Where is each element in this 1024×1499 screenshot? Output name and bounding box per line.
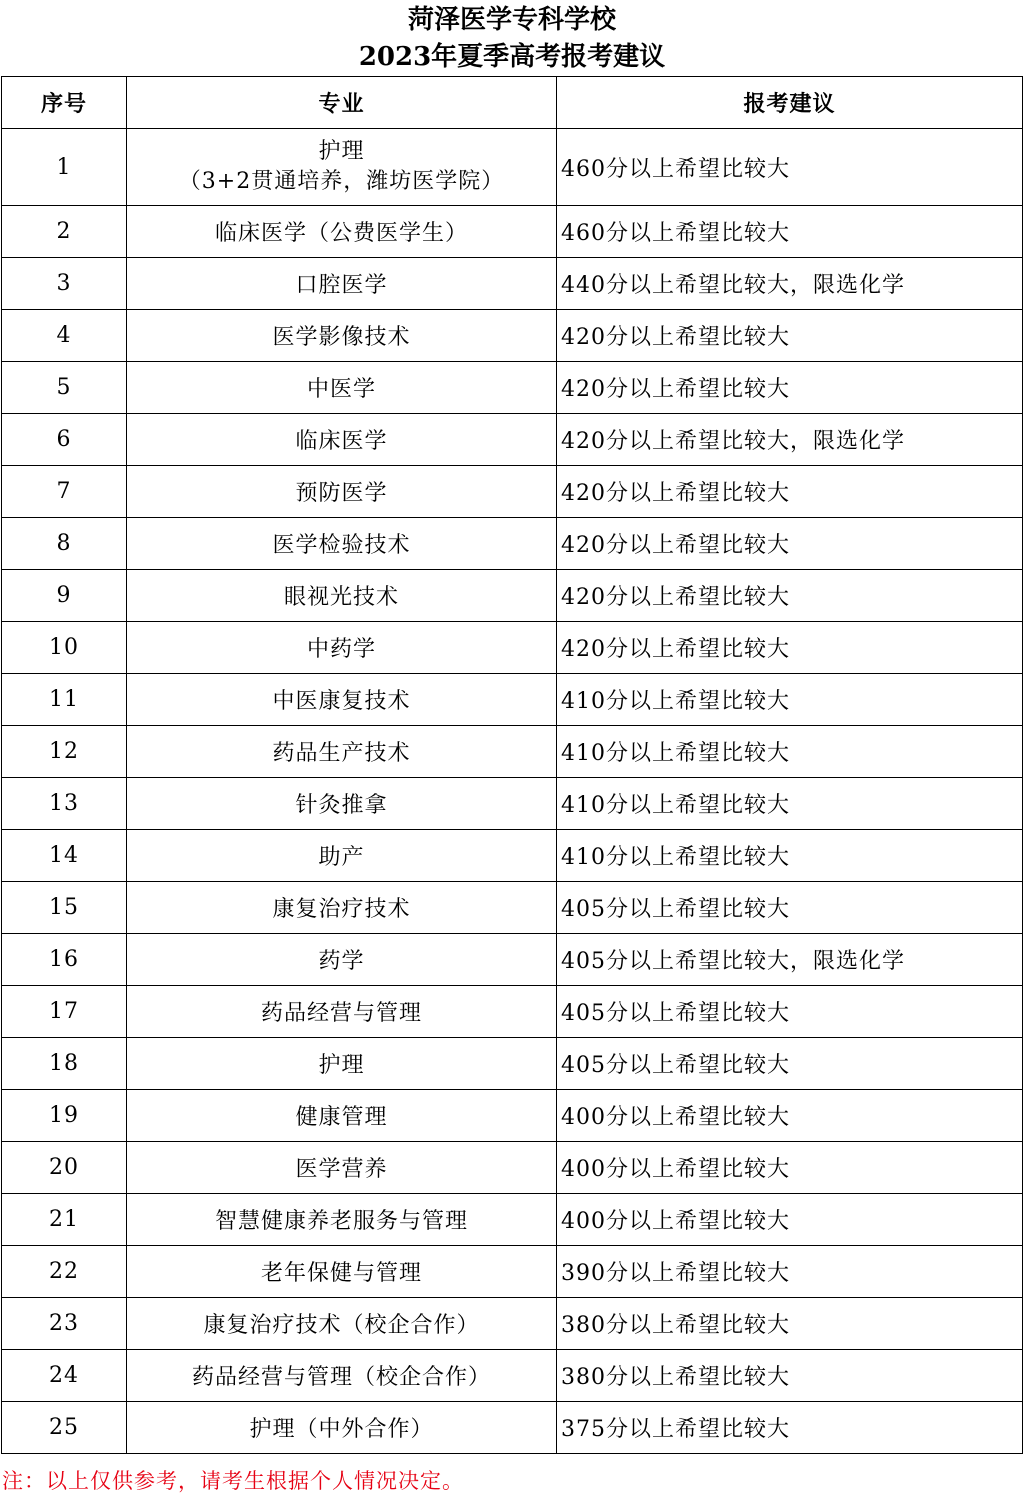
row-major: 眼视光技术 (127, 570, 557, 622)
row-index: 9 (2, 570, 127, 622)
row-major: 药品经营与管理 (127, 986, 557, 1038)
row-advice: 405分以上希望比较大 (557, 1038, 1023, 1090)
row-index: 6 (2, 414, 127, 466)
row-advice: 405分以上希望比较大 (557, 986, 1023, 1038)
row-index: 1 (2, 129, 127, 206)
row-major: 康复治疗技术 (127, 882, 557, 934)
row-advice: 400分以上希望比较大 (557, 1142, 1023, 1194)
row-index: 14 (2, 830, 127, 882)
row-index: 11 (2, 674, 127, 726)
row-index: 3 (2, 258, 127, 310)
row-major: 中药学 (127, 622, 557, 674)
row-major-note: （3+2贯通培养，潍坊医学院） (178, 169, 505, 194)
row-advice: 460分以上希望比较大 (557, 129, 1023, 206)
row-advice: 405分以上希望比较大 (557, 882, 1023, 934)
table-row (2, 362, 1023, 414)
table-row (2, 1038, 1023, 1090)
row-index: 4 (2, 310, 127, 362)
row-advice: 440分以上希望比较大，限选化学 (557, 258, 1023, 310)
table-header-row (2, 77, 1023, 129)
admission-advice-table (1, 76, 1023, 1454)
table-row (2, 1194, 1023, 1246)
row-advice: 405分以上希望比较大，限选化学 (557, 934, 1023, 986)
row-advice: 375分以上希望比较大 (557, 1402, 1023, 1454)
header-advice: 报考建议 (557, 77, 1023, 129)
row-index: 16 (2, 934, 127, 986)
row-advice: 420分以上希望比较大 (557, 310, 1023, 362)
row-index: 15 (2, 882, 127, 934)
row-major (127, 129, 557, 206)
row-index: 25 (2, 1402, 127, 1454)
row-index: 13 (2, 778, 127, 830)
row-index: 2 (2, 206, 127, 258)
row-index: 24 (2, 1350, 127, 1402)
row-advice: 420分以上希望比较大 (557, 570, 1023, 622)
row-major: 药品经营与管理（校企合作） (127, 1350, 557, 1402)
row-major: 临床医学 (127, 414, 557, 466)
table-row (2, 934, 1023, 986)
row-major-name: 护理 (318, 139, 365, 164)
table-row (2, 206, 1023, 258)
row-index: 5 (2, 362, 127, 414)
table-row (2, 1090, 1023, 1142)
table-row (2, 1350, 1023, 1402)
table-row (2, 778, 1023, 830)
row-advice: 410分以上希望比较大 (557, 674, 1023, 726)
table-row (2, 570, 1023, 622)
row-major: 临床医学（公费医学生） (127, 206, 557, 258)
table-row (2, 129, 1023, 206)
row-major: 康复治疗技术（校企合作） (127, 1298, 557, 1350)
table-row (2, 1142, 1023, 1194)
row-major: 助产 (127, 830, 557, 882)
table-row (2, 986, 1023, 1038)
row-major: 医学检验技术 (127, 518, 557, 570)
table-row (2, 830, 1023, 882)
table-row (2, 466, 1023, 518)
row-major: 预防医学 (127, 466, 557, 518)
table-row (2, 1298, 1023, 1350)
row-major: 护理 (127, 1038, 557, 1090)
table-row (2, 1246, 1023, 1298)
row-index: 12 (2, 726, 127, 778)
row-index: 20 (2, 1142, 127, 1194)
row-index: 17 (2, 986, 127, 1038)
row-major: 老年保健与管理 (127, 1246, 557, 1298)
title-school-name: 菏泽医学专科学校 (407, 5, 616, 35)
row-advice: 410分以上希望比较大 (557, 726, 1023, 778)
row-index: 23 (2, 1298, 127, 1350)
table-body (2, 129, 1023, 1454)
row-index: 18 (2, 1038, 127, 1090)
row-advice: 420分以上希望比较大 (557, 622, 1023, 674)
table-row (2, 1402, 1023, 1454)
row-major: 中医康复技术 (127, 674, 557, 726)
header-index: 序号 (2, 77, 127, 129)
table-row (2, 258, 1023, 310)
row-advice: 420分以上希望比较大 (557, 466, 1023, 518)
row-advice: 420分以上希望比较大 (557, 362, 1023, 414)
row-index: 22 (2, 1246, 127, 1298)
row-major: 药学 (127, 934, 557, 986)
row-advice: 400分以上希望比较大 (557, 1090, 1023, 1142)
row-major: 智慧健康养老服务与管理 (127, 1194, 557, 1246)
header-major: 专业 (127, 77, 557, 129)
row-advice: 420分以上希望比较大，限选化学 (557, 414, 1023, 466)
table-row (2, 674, 1023, 726)
footnote: 注：以上仅供参考，请考生根据个人情况决定。 (2, 1469, 464, 1493)
row-advice: 400分以上希望比较大 (557, 1194, 1023, 1246)
table-row (2, 726, 1023, 778)
table-row (2, 310, 1023, 362)
row-index: 19 (2, 1090, 127, 1142)
table-row (2, 518, 1023, 570)
row-advice: 380分以上希望比较大 (557, 1350, 1023, 1402)
row-advice: 460分以上希望比较大 (557, 206, 1023, 258)
row-advice: 420分以上希望比较大 (557, 518, 1023, 570)
row-advice: 410分以上希望比较大 (557, 778, 1023, 830)
row-major: 医学营养 (127, 1142, 557, 1194)
row-index: 7 (2, 466, 127, 518)
table-row (2, 414, 1023, 466)
title-subtitle: 2023年夏季高考报考建议 (358, 42, 666, 72)
row-major: 健康管理 (127, 1090, 557, 1142)
row-major: 针灸推拿 (127, 778, 557, 830)
table-row (2, 882, 1023, 934)
row-advice: 380分以上希望比较大 (557, 1298, 1023, 1350)
row-index: 8 (2, 518, 127, 570)
row-advice: 410分以上希望比较大 (557, 830, 1023, 882)
row-advice: 390分以上希望比较大 (557, 1246, 1023, 1298)
row-major: 护理（中外合作） (127, 1402, 557, 1454)
row-major: 药品生产技术 (127, 726, 557, 778)
row-major: 口腔医学 (127, 258, 557, 310)
row-major: 中医学 (127, 362, 557, 414)
row-index: 10 (2, 622, 127, 674)
row-index: 21 (2, 1194, 127, 1246)
table-row (2, 622, 1023, 674)
row-major: 医学影像技术 (127, 310, 557, 362)
